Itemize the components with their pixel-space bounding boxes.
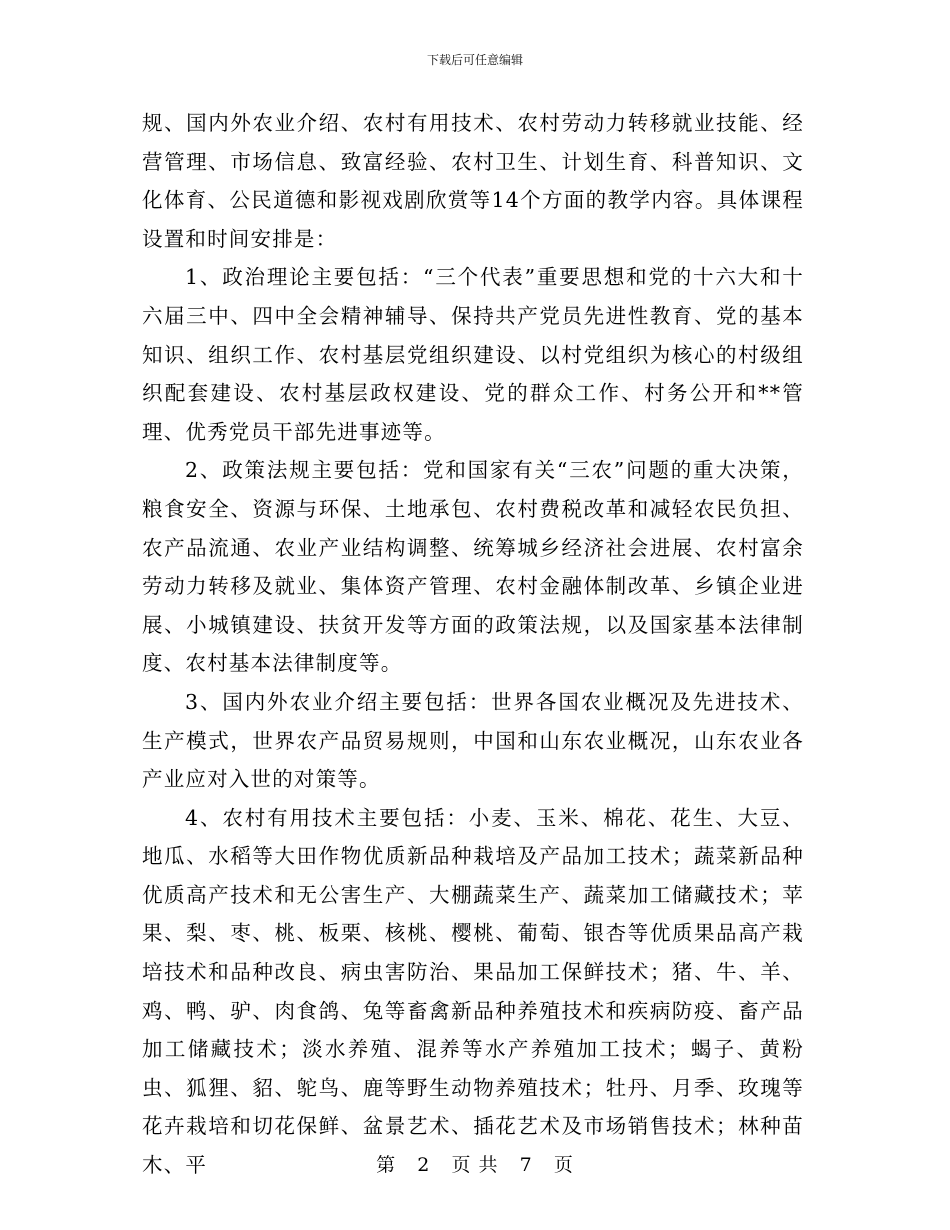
paragraph-political-theory: 1、政治理论主要包括：“三个代表”重要思想和党的十六大和十六届三中、四中全会精神辅导、保持共产党员先进性教育、党的基本知识、组织工作、农村基层党组织建设、以村党组织为核心的村级组织配套建设、农村基层政权建设、党的群众工作、村务公开和**管理、优秀党员干部先进事迹等。 xyxy=(142,265,804,444)
footer-middle: 页 共 xyxy=(451,1154,499,1176)
page-footer xyxy=(0,1153,950,1177)
paragraph-agriculture-intro: 3、国内外农业介绍主要包括：世界各国农业概况及先进技术、生产模式，世界农产品贸易规则，中国和山东农业概况，山东农业各产业应对入世的对策等。 xyxy=(142,689,804,792)
footer-prefix: 第 xyxy=(376,1154,397,1176)
footer-suffix: 页 xyxy=(553,1154,574,1176)
page-header xyxy=(0,52,950,68)
paragraph-continuation: 规、国内外农业介绍、农村有用技术、农村劳动力转移就业技能、经营管理、市场信息、致富经验、农村卫生、计划生育、科普知识、文化体育、公民道德和影视戏剧欣赏等14个方面的教学内容。具体课程设置和时间安排是： xyxy=(142,111,804,251)
paragraph-rural-technology: 4、农村有用技术主要包括：小麦、玉米、棉花、花生、大豆、地瓜、水稻等大田作物优质新品种栽培及产品加工技术；蔬菜新品种优质高产技术和无公害生产、大棚蔬菜生产、蔬菜加工储藏技术；苹果、梨、枣、桃、板栗、核桃、樱桃、葡萄、银杏等优质果品高产栽培技术和品种改良、病虫害防治、果品加工保鲜技术；猪、牛、羊、鸡、鸭、驴、肉食鸽、兔等畜禽新品种养殖技术和疾病防疫、畜产品加工储藏技术；淡水养殖、混养等水产养殖加工技术；蝎子、黄粉虫、狐狸、貂、鸵鸟、鹿等野生动物养殖技术；牡丹、月季、玫瑰等花卉栽培和切花保鲜、盆景艺术、插花艺术及市场销售技术；林种苗木、平 xyxy=(142,805,804,1178)
page-header-text: 下载后可任意编辑 xyxy=(426,53,523,67)
document-body xyxy=(142,104,804,1185)
total-pages-number: 7 xyxy=(519,1154,533,1176)
paragraph-policy-regulations: 2、政策法规主要包括：党和国家有关“三农”问题的重大决策，粮食安全、资源与环保、土地承包、农村费税改革和减轻农民负担、农产品流通、农业产业结构调整、统筹城乡经济社会进展、农村富余劳动力转移及就业、集体资产管理、农村金融体制改革、乡镇企业进展、小城镇建设、扶贫开发等方面的政策法规，以及国家基本法律制度、农村基本法律制度等。 xyxy=(142,458,804,676)
current-page-number: 2 xyxy=(417,1154,431,1176)
